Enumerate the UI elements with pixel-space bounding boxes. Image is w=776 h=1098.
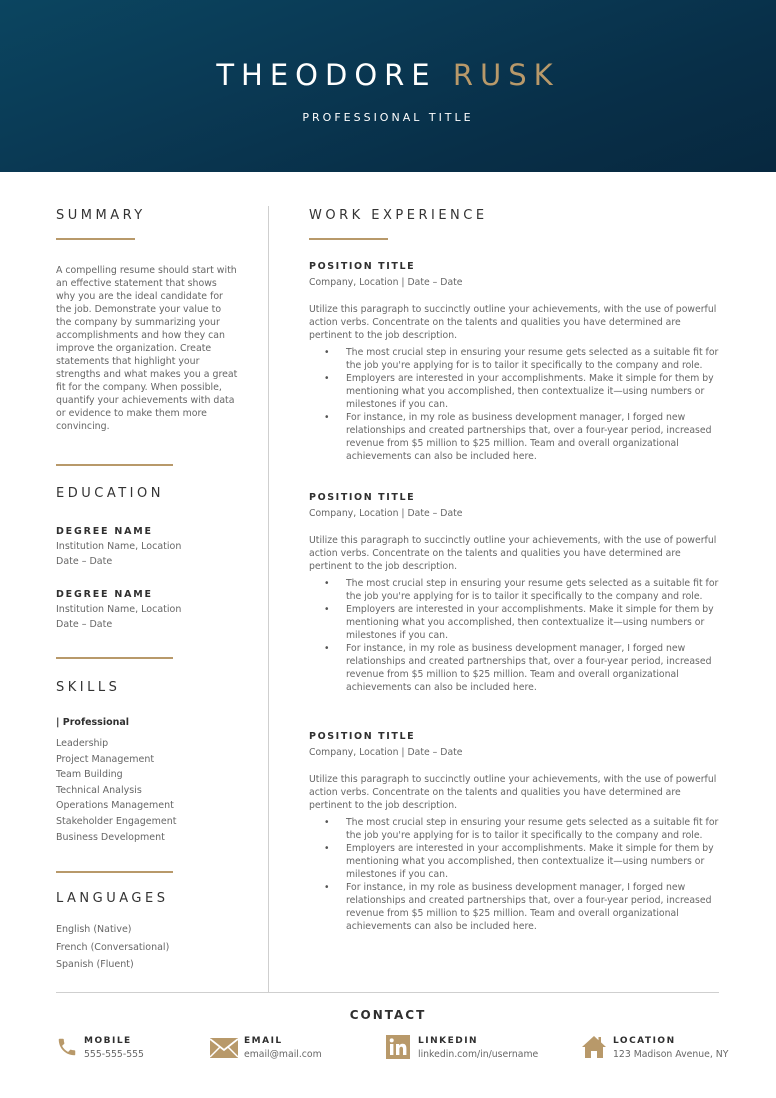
job-bullet: • Employers are interested in your accomplishments. Make it simple for them by mentioning what you accomplished, then contextualize it—using numbers or milestones if you can.: [309, 842, 719, 881]
education-dates: Date – Date: [56, 556, 113, 567]
job-bullet: • For instance, in my role as business development manager, I forged new relationships and created partnerships that, over a four-year period, increased revenue from $5 million to $25 million. Team and overall organizational achievements can also be included here.: [309, 881, 719, 933]
job-meta: Company, Location | Date – Date: [309, 277, 463, 288]
degree-name: DEGREE NAME: [56, 589, 153, 600]
skill-item: Business Development: [56, 831, 165, 843]
skills-heading: SKILLS: [56, 680, 121, 695]
column-divider: [268, 206, 269, 992]
summary-text: A compelling resume should start with an effective statement that shows why you are the ideal candidate for the job. Demonstrate your value to the company by summarizing your accomplishments and how they can improve the organization. Create statements that highlight your strengths and what makes you a great fit for the company. When possible, quantify your achievements with data or evidence to make them more convincing.: [56, 265, 238, 432]
education-item: [56, 589, 238, 632]
job-paragraph: Utilize this paragraph to succinctly outline your achievements, with the use of powerful action verbs. Concentrate on the talents and qualities you have determined are pertinent to the job description.: [309, 304, 717, 341]
skill-item: Leadership: [56, 738, 109, 749]
education-item: [56, 526, 238, 569]
job-bullet: • The most crucial step in ensuring your resume gets selected as a suitable fit for the job you're applying for is to tailor it specifically to the company and role.: [309, 577, 719, 603]
job-entry: [309, 492, 719, 694]
skill-item: Technical Analysis: [56, 784, 142, 796]
contact-email: [210, 1035, 370, 1065]
full-name: [0, 58, 776, 92]
job-bullet: • The most crucial step in ensuring your resume gets selected as a suitable fit for the job you're applying for is to tailor it specifically to the company and role.: [309, 346, 719, 372]
language-item: Spanish (Fluent): [56, 959, 134, 971]
header-banner: [0, 0, 776, 172]
degree-name: DEGREE NAME: [56, 526, 153, 537]
contact-label: EMAIL: [244, 1036, 283, 1046]
job-bullets: [309, 816, 719, 933]
skills-group-label: | Professional: [56, 717, 130, 728]
job-title: POSITION TITLE: [309, 492, 416, 503]
house-icon: [581, 1035, 607, 1059]
contact-label: LOCATION: [613, 1036, 676, 1046]
job-bullets: [309, 346, 719, 463]
contact-heading: CONTACT: [349, 1008, 427, 1022]
phone-icon: [56, 1035, 78, 1059]
first-name: THEODORE: [216, 58, 437, 92]
contact-value: email@mail.com: [244, 1049, 322, 1060]
language-item: English (Native): [56, 924, 132, 935]
job-bullet: • Employers are interested in your accomplishments. Make it simple for them by mentioning what you accomplished, then contextualize it—using numbers or milestones if you can.: [309, 603, 719, 642]
contact-location: [581, 1035, 731, 1065]
job-bullet: • For instance, in my role as business development manager, I forged new relationships and created partnerships that, over a four-year period, increased revenue from $5 million to $25 million. Team and overall organizational achievements can also be included here.: [309, 642, 719, 694]
contact-linkedin: [386, 1035, 566, 1065]
last-name: RUSK: [452, 58, 560, 92]
job-meta: Company, Location | Date – Date: [309, 747, 463, 758]
section-separator: [56, 464, 173, 466]
contact-value: 555-555-555: [84, 1049, 144, 1060]
contact-value: linkedin.com/in/username: [418, 1049, 539, 1060]
job-entry: [309, 261, 719, 463]
skill-item: Stakeholder Engagement: [56, 815, 177, 827]
job-paragraph: Utilize this paragraph to succinctly outline your achievements, with the use of powerful action verbs. Concentrate on the talents and qualities you have determined are pertinent to the job description.: [309, 535, 717, 572]
institution: Institution Name, Location: [56, 604, 182, 615]
education-dates: Date – Date: [56, 619, 113, 630]
skill-item: Operations Management: [56, 800, 174, 812]
skills-list: [56, 736, 238, 845]
job-bullets: [309, 577, 719, 694]
job-bullet: • Employers are interested in your accomplishments. Make it simple for them by mentioning what you accomplished, then contextualize it—using numbers or milestones if you can.: [309, 372, 719, 411]
job-entry: [309, 731, 719, 933]
contact-divider: [56, 992, 719, 993]
mail-icon: [210, 1038, 238, 1060]
institution: Institution Name, Location: [56, 541, 182, 552]
job-bullet: • The most crucial step in ensuring your resume gets selected as a suitable fit for the job you're applying for is to tailor it specifically to the company and role.: [309, 816, 719, 842]
contact-value: 123 Madison Avenue, NY: [613, 1049, 729, 1060]
work-heading: WORK EXPERIENCE: [309, 208, 488, 223]
section-separator: [56, 657, 173, 659]
contact-label: MOBILE: [84, 1036, 132, 1046]
professional-title: PROFESSIONAL TITLE: [302, 111, 474, 124]
job-meta: Company, Location | Date – Date: [309, 508, 463, 519]
summary-heading: SUMMARY: [56, 208, 146, 223]
contact-label: LINKEDIN: [418, 1036, 479, 1046]
job-title: POSITION TITLE: [309, 261, 416, 272]
languages-heading: LANGUAGES: [56, 891, 169, 906]
summary-accent-line: [56, 238, 135, 240]
language-item: French (Conversational): [56, 941, 170, 953]
work-accent-line: [309, 238, 388, 240]
skill-item: Team Building: [56, 769, 123, 781]
languages-list: [56, 921, 238, 974]
job-paragraph: Utilize this paragraph to succinctly outline your achievements, with the use of powerful action verbs. Concentrate on the talents and qualities you have determined are pertinent to the job description.: [309, 774, 717, 811]
skill-item: Project Management: [56, 753, 155, 765]
job-title: POSITION TITLE: [309, 731, 416, 742]
linkedin-icon: [386, 1035, 410, 1059]
contact-mobile: [56, 1035, 206, 1065]
section-separator: [56, 871, 173, 873]
education-heading: EDUCATION: [56, 486, 164, 501]
job-bullet: • For instance, in my role as business development manager, I forged new relationships and created partnerships that, over a four-year period, increased revenue from $5 million to $25 million. Team and overall organizational achievements can also be included here.: [309, 411, 719, 463]
